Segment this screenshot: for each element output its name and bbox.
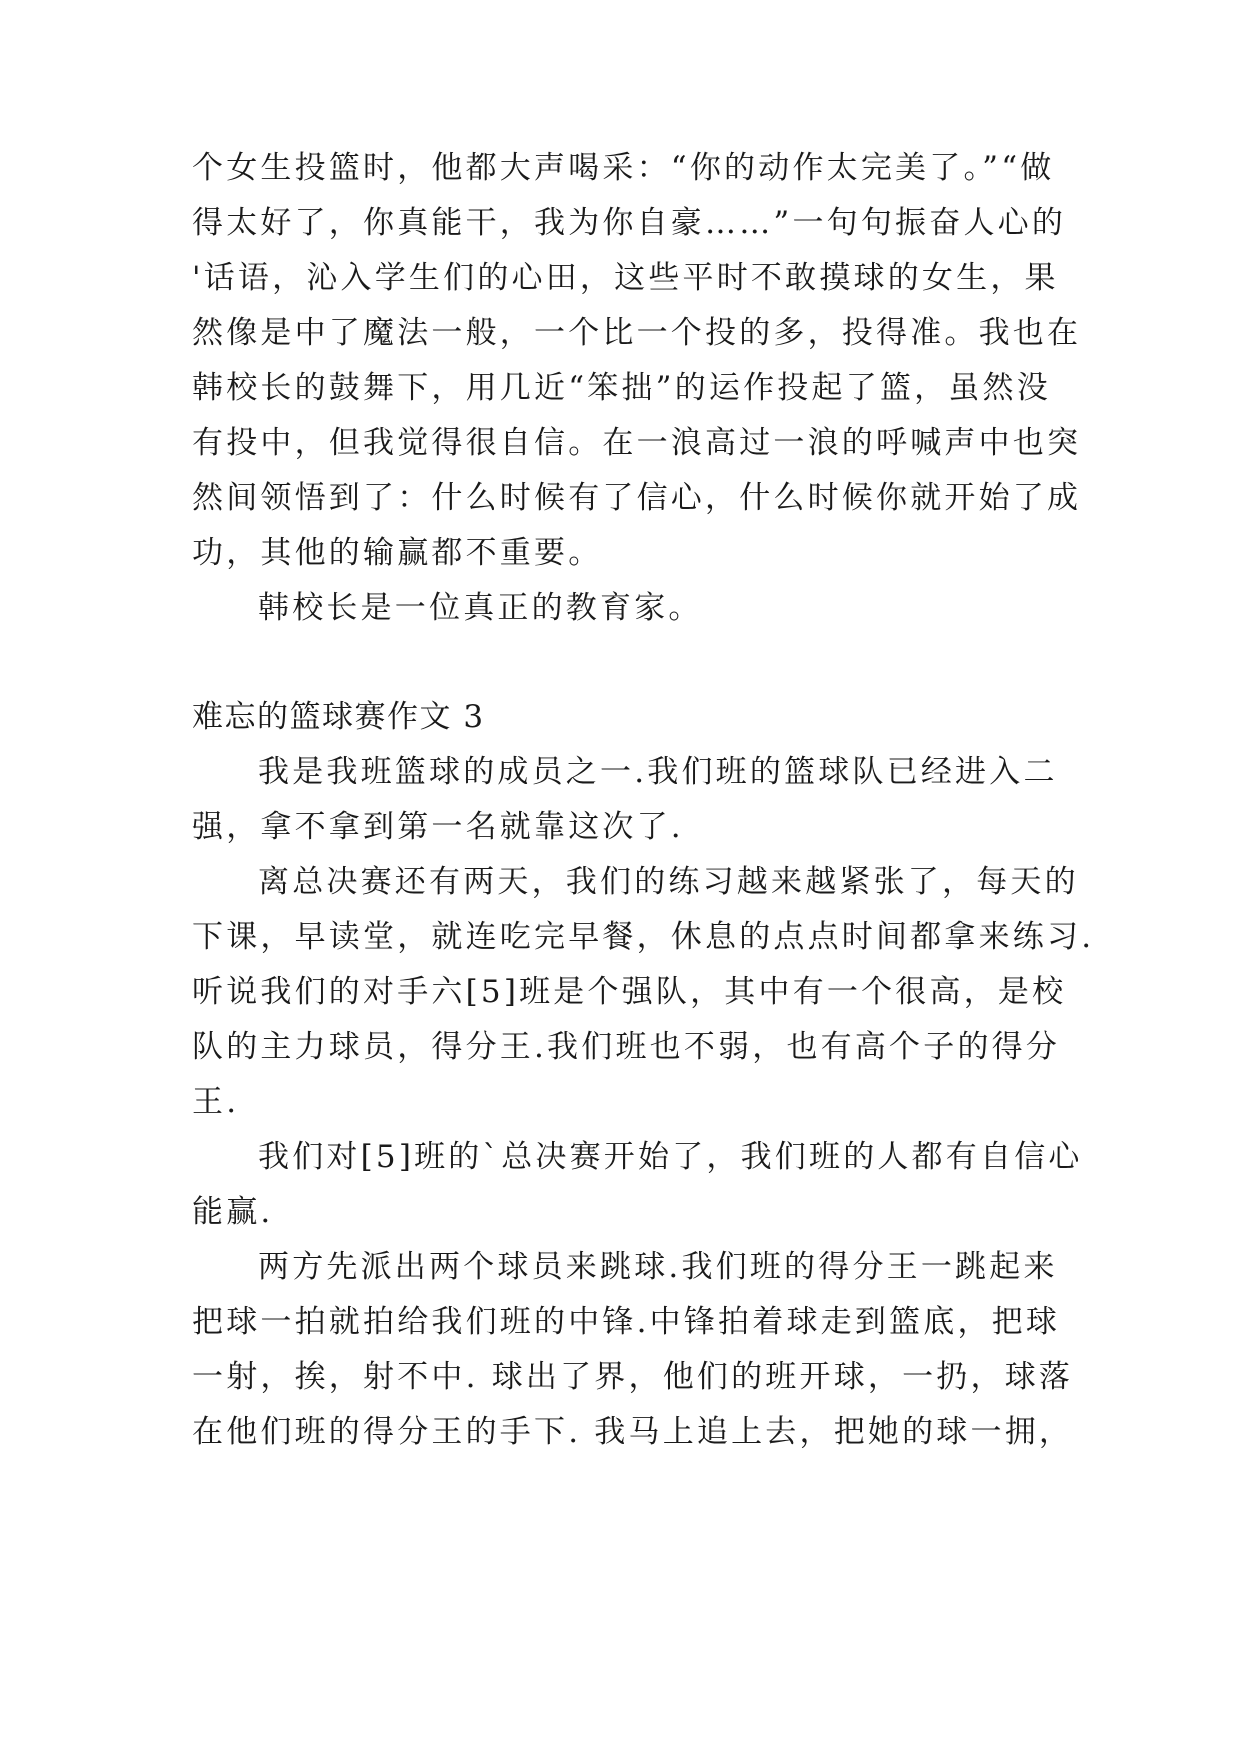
paragraph-line: 在他们班的得分王的手下. 我马上追上去，把她的球一拥， (192, 1414, 1074, 1450)
paragraph-line: 下课，早读堂，就连吃完早餐，休息的点点时间都拿来练习. (192, 919, 1095, 955)
paragraph-line: 能赢. (192, 1194, 274, 1230)
paragraph-line: 强，拿不拿到第一名就靠这次了. (192, 809, 684, 845)
paragraph-line: 两方先派出两个球员来跳球.我们班的得分王一跳起来 (258, 1249, 1058, 1285)
paragraph-line: 我们对[5]班的`总决赛开始了，我们班的人都有自信心 (258, 1139, 1083, 1175)
section-heading: 难忘的篮球赛作文 3 (192, 699, 485, 735)
paragraph-line: 然像是中了魔法一般，一个比一个投的多，投得准。我也在 (192, 315, 1082, 351)
paragraph-line: 个女生投篮时，他都大声喝采：“你的动作太完美了。”“做 (192, 150, 1055, 186)
paragraph-line: 离总决赛还有两天，我们的练习越来越紧张了，每天的 (258, 864, 1079, 900)
paragraph-line: 然间领悟到了：什么时候有了信心，什么时候你就开始了成 (192, 480, 1082, 516)
paragraph-line: 功，其他的输赢都不重要。 (192, 535, 603, 571)
paragraph-line: 我是我班篮球的成员之一.我们班的篮球队已经进入二 (258, 754, 1058, 790)
paragraph-line: 王. (192, 1084, 240, 1120)
paragraph-line: '话语，沁入学生们的心田，这些平时不敢摸球的女生，果 (192, 260, 1059, 296)
paragraph-line: 队的主力球员，得分王.我们班也不弱，也有高个子的得分 (192, 1029, 1061, 1065)
paragraph-line: 一射，挨，射不中. 球出了界，他们的班开球，一扔，球落 (192, 1359, 1074, 1395)
paragraph-line: 韩校长的鼓舞下，用几近“笨拙”的运作投起了篮，虽然没 (192, 370, 1051, 406)
paragraph-line: 有投中，但我觉得很自信。在一浪高过一浪的呼喊声中也突 (192, 425, 1082, 461)
paragraph-line: 韩校长是一位真正的教育家。 (258, 590, 703, 626)
paragraph-line: 把球一拍就拍给我们班的中锋.中锋拍着球走到篮底，把球 (192, 1304, 1061, 1340)
paragraph-line: 听说我们的对手六[5]班是个强队，其中有一个很高，是校 (192, 974, 1067, 1010)
paragraph-line: 得太好了，你真能干，我为你自豪……”一句句振奋人心的 (192, 205, 1067, 241)
